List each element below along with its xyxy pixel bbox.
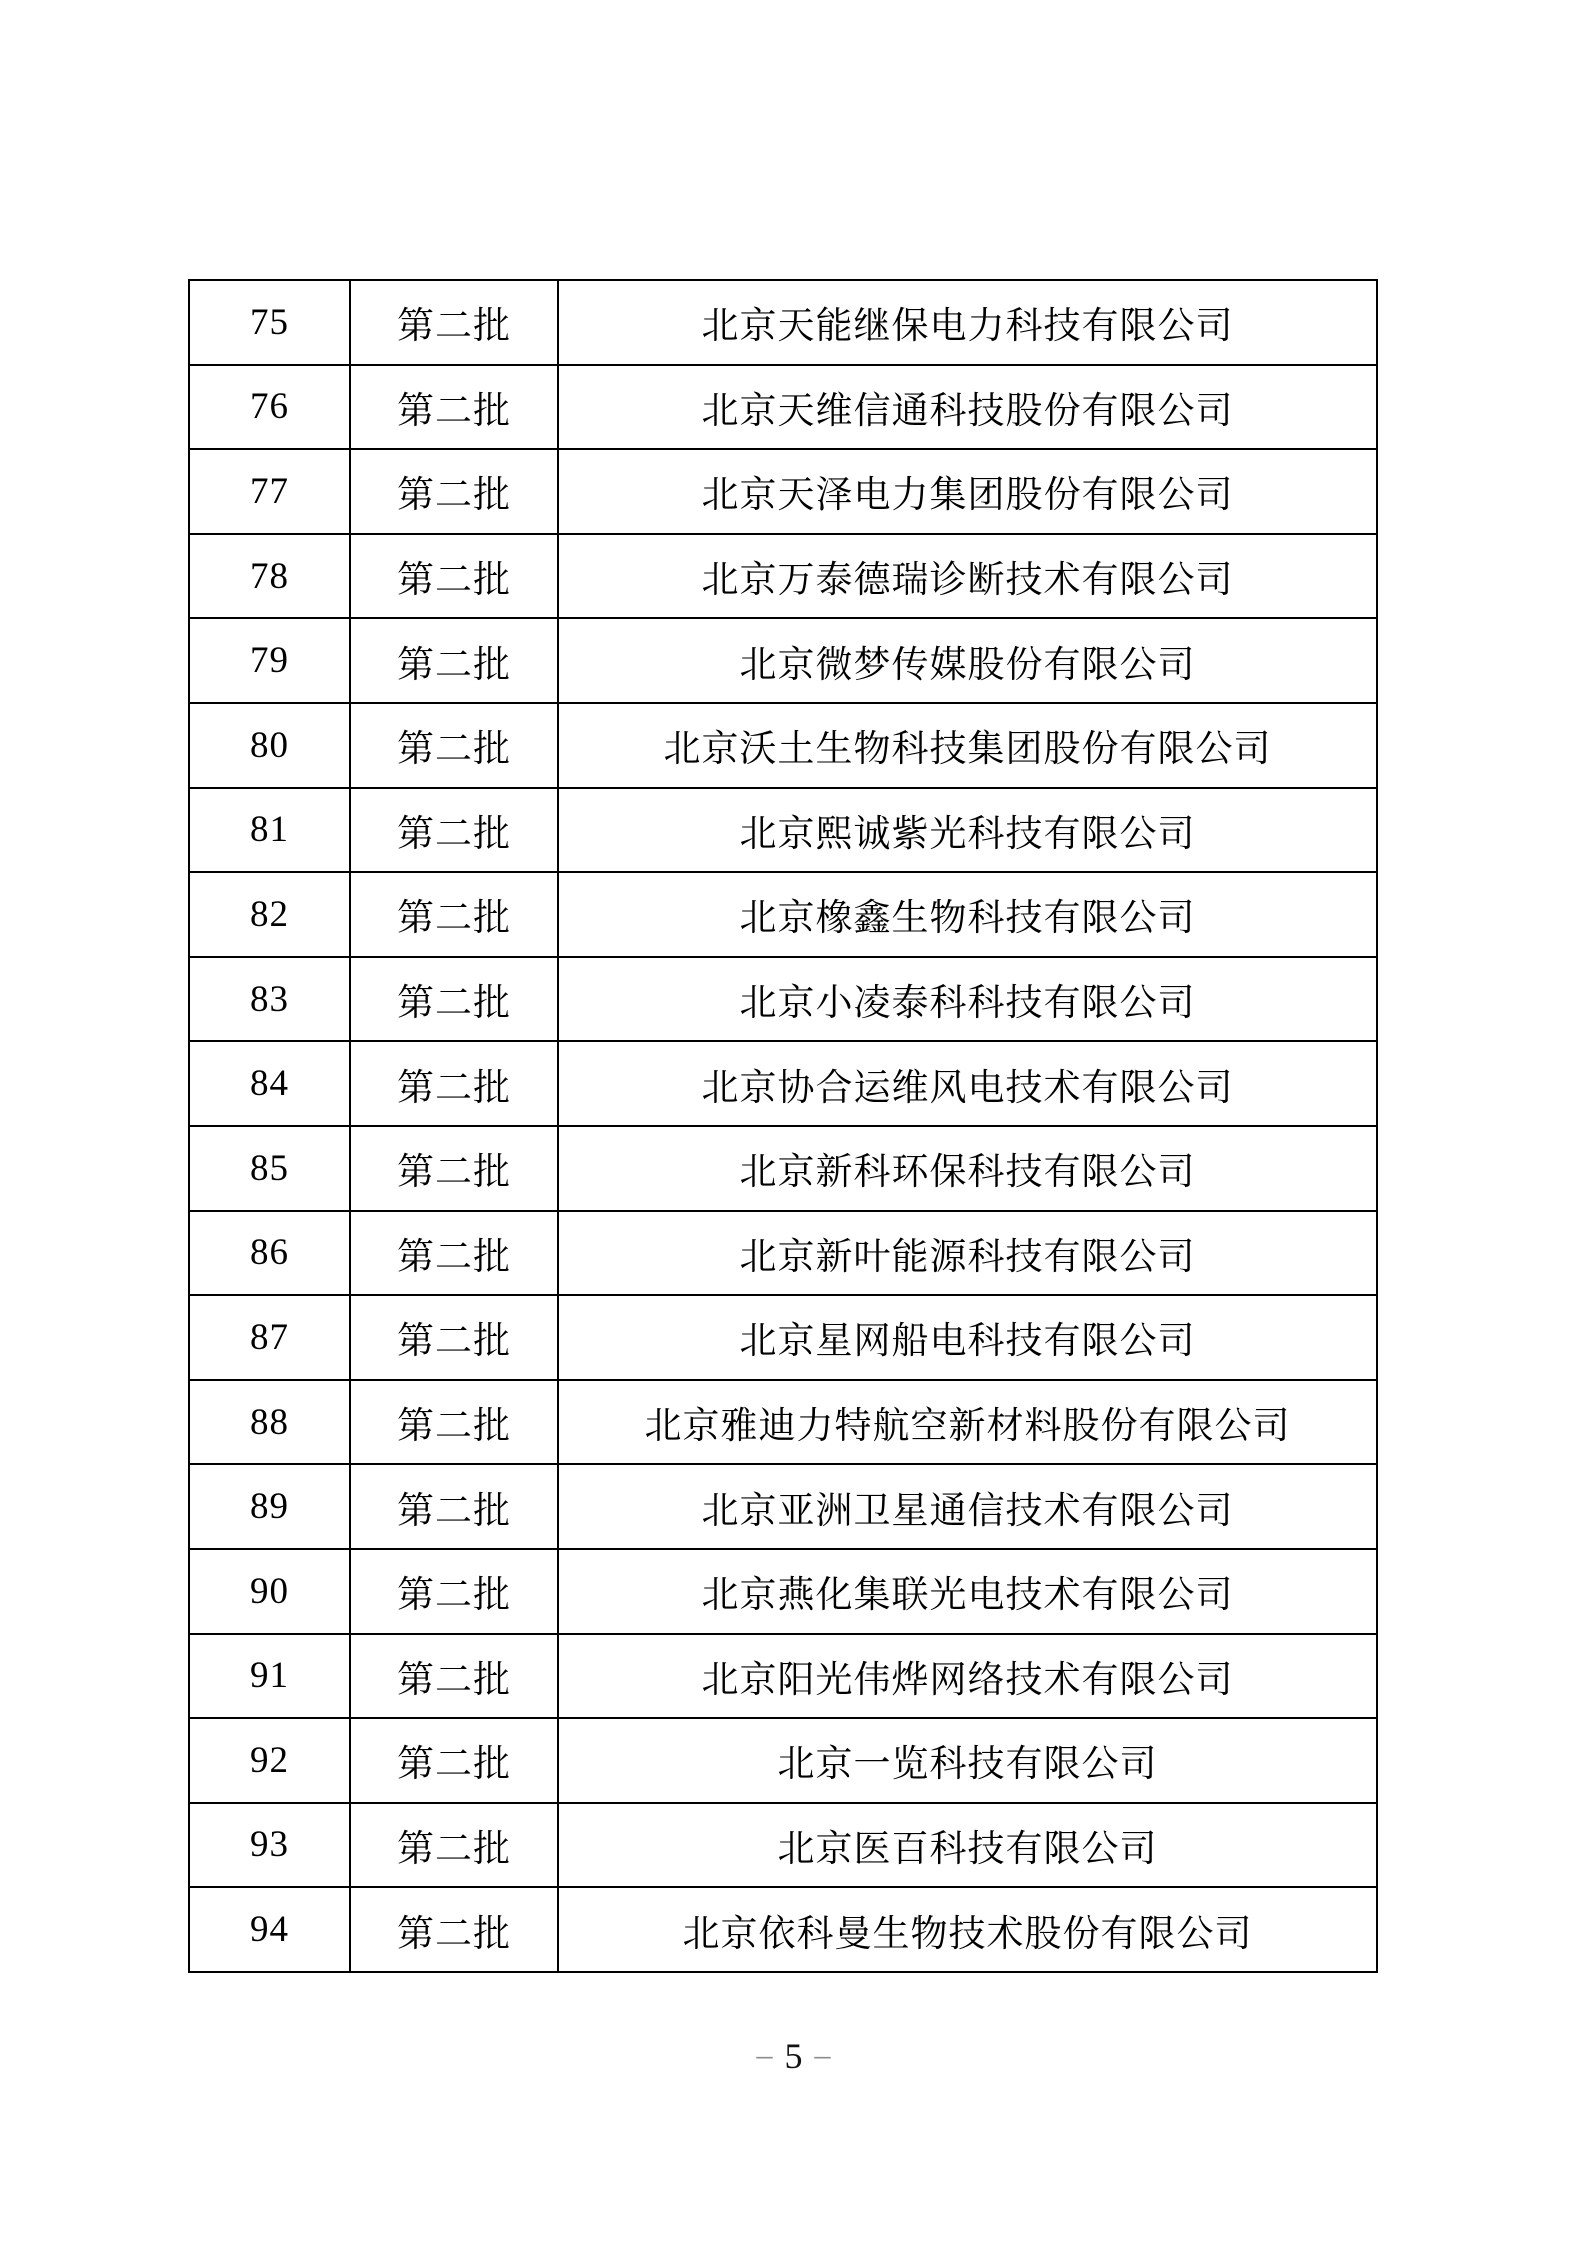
company-batch-table bbox=[188, 279, 1378, 1973]
company-name-cell: 北京阳光伟烨网络技术有限公司 bbox=[558, 1634, 1377, 1719]
company-name-cell: 北京新科环保科技有限公司 bbox=[558, 1126, 1377, 1211]
batch-cell: 第二批 bbox=[350, 957, 558, 1042]
row-number-cell: 86 bbox=[189, 1211, 350, 1296]
table-row bbox=[189, 1380, 1377, 1465]
company-name-cell: 北京沃土生物科技集团股份有限公司 bbox=[558, 703, 1377, 788]
page-number-dash-left: – bbox=[756, 2036, 773, 2072]
company-name-cell: 北京新叶能源科技有限公司 bbox=[558, 1211, 1377, 1296]
company-name-cell: 北京熙诚紫光科技有限公司 bbox=[558, 788, 1377, 873]
row-number-cell: 75 bbox=[189, 280, 350, 365]
table-row bbox=[189, 280, 1377, 365]
company-name-cell: 北京协合运维风电技术有限公司 bbox=[558, 1041, 1377, 1126]
table-row bbox=[189, 788, 1377, 873]
row-number-cell: 83 bbox=[189, 957, 350, 1042]
company-name-cell: 北京雅迪力特航空新材料股份有限公司 bbox=[558, 1380, 1377, 1465]
batch-cell: 第二批 bbox=[350, 1041, 558, 1126]
table-row bbox=[189, 1549, 1377, 1634]
row-number-cell: 87 bbox=[189, 1295, 350, 1380]
batch-cell: 第二批 bbox=[350, 1887, 558, 1972]
row-number-cell: 81 bbox=[189, 788, 350, 873]
batch-cell: 第二批 bbox=[350, 280, 558, 365]
batch-cell: 第二批 bbox=[350, 1211, 558, 1296]
row-number-cell: 77 bbox=[189, 449, 350, 534]
company-name-cell: 北京一览科技有限公司 bbox=[558, 1718, 1377, 1803]
company-name-cell: 北京依科曼生物技术股份有限公司 bbox=[558, 1887, 1377, 1972]
company-name-cell: 北京天维信通科技股份有限公司 bbox=[558, 365, 1377, 450]
row-number-cell: 82 bbox=[189, 872, 350, 957]
table-row bbox=[189, 365, 1377, 450]
table-row bbox=[189, 1887, 1377, 1972]
row-number-cell: 91 bbox=[189, 1634, 350, 1719]
company-name-cell: 北京天能继保电力科技有限公司 bbox=[558, 280, 1377, 365]
batch-cell: 第二批 bbox=[350, 449, 558, 534]
row-number-cell: 78 bbox=[189, 534, 350, 619]
page-number bbox=[0, 2038, 1587, 2074]
batch-cell: 第二批 bbox=[350, 1126, 558, 1211]
batch-cell: 第二批 bbox=[350, 1295, 558, 1380]
row-number-cell: 76 bbox=[189, 365, 350, 450]
batch-cell: 第二批 bbox=[350, 703, 558, 788]
table-row bbox=[189, 872, 1377, 957]
table-row bbox=[189, 534, 1377, 619]
table-row bbox=[189, 618, 1377, 703]
batch-cell: 第二批 bbox=[350, 534, 558, 619]
company-name-cell: 北京万泰德瑞诊断技术有限公司 bbox=[558, 534, 1377, 619]
batch-cell: 第二批 bbox=[350, 872, 558, 957]
row-number-cell: 79 bbox=[189, 618, 350, 703]
batch-cell: 第二批 bbox=[350, 365, 558, 450]
batch-cell: 第二批 bbox=[350, 788, 558, 873]
company-name-cell: 北京微梦传媒股份有限公司 bbox=[558, 618, 1377, 703]
page-number-dash-right: – bbox=[814, 2036, 831, 2072]
batch-cell: 第二批 bbox=[350, 1464, 558, 1549]
row-number-cell: 88 bbox=[189, 1380, 350, 1465]
row-number-cell: 94 bbox=[189, 1887, 350, 1972]
company-name-cell: 北京燕化集联光电技术有限公司 bbox=[558, 1549, 1377, 1634]
row-number-cell: 84 bbox=[189, 1041, 350, 1126]
table-row bbox=[189, 1718, 1377, 1803]
company-name-cell: 北京天泽电力集团股份有限公司 bbox=[558, 449, 1377, 534]
batch-cell: 第二批 bbox=[350, 1549, 558, 1634]
table-row bbox=[189, 1126, 1377, 1211]
row-number-cell: 85 bbox=[189, 1126, 350, 1211]
table-body bbox=[189, 280, 1377, 1972]
table-row bbox=[189, 1211, 1377, 1296]
batch-cell: 第二批 bbox=[350, 1803, 558, 1888]
table-row bbox=[189, 1803, 1377, 1888]
company-name-cell: 北京医百科技有限公司 bbox=[558, 1803, 1377, 1888]
batch-cell: 第二批 bbox=[350, 1380, 558, 1465]
table-row bbox=[189, 957, 1377, 1042]
row-number-cell: 93 bbox=[189, 1803, 350, 1888]
batch-cell: 第二批 bbox=[350, 1634, 558, 1719]
table-row bbox=[189, 1041, 1377, 1126]
company-name-cell: 北京亚洲卫星通信技术有限公司 bbox=[558, 1464, 1377, 1549]
table-row bbox=[189, 1634, 1377, 1719]
row-number-cell: 90 bbox=[189, 1549, 350, 1634]
company-name-cell: 北京星网船电科技有限公司 bbox=[558, 1295, 1377, 1380]
row-number-cell: 89 bbox=[189, 1464, 350, 1549]
table-row bbox=[189, 1464, 1377, 1549]
batch-cell: 第二批 bbox=[350, 618, 558, 703]
page-number-value: 5 bbox=[784, 2036, 803, 2076]
company-name-cell: 北京橡鑫生物科技有限公司 bbox=[558, 872, 1377, 957]
table-row bbox=[189, 1295, 1377, 1380]
table-row bbox=[189, 703, 1377, 788]
row-number-cell: 80 bbox=[189, 703, 350, 788]
table-row bbox=[189, 449, 1377, 534]
batch-cell: 第二批 bbox=[350, 1718, 558, 1803]
company-name-cell: 北京小凌泰科科技有限公司 bbox=[558, 957, 1377, 1042]
row-number-cell: 92 bbox=[189, 1718, 350, 1803]
